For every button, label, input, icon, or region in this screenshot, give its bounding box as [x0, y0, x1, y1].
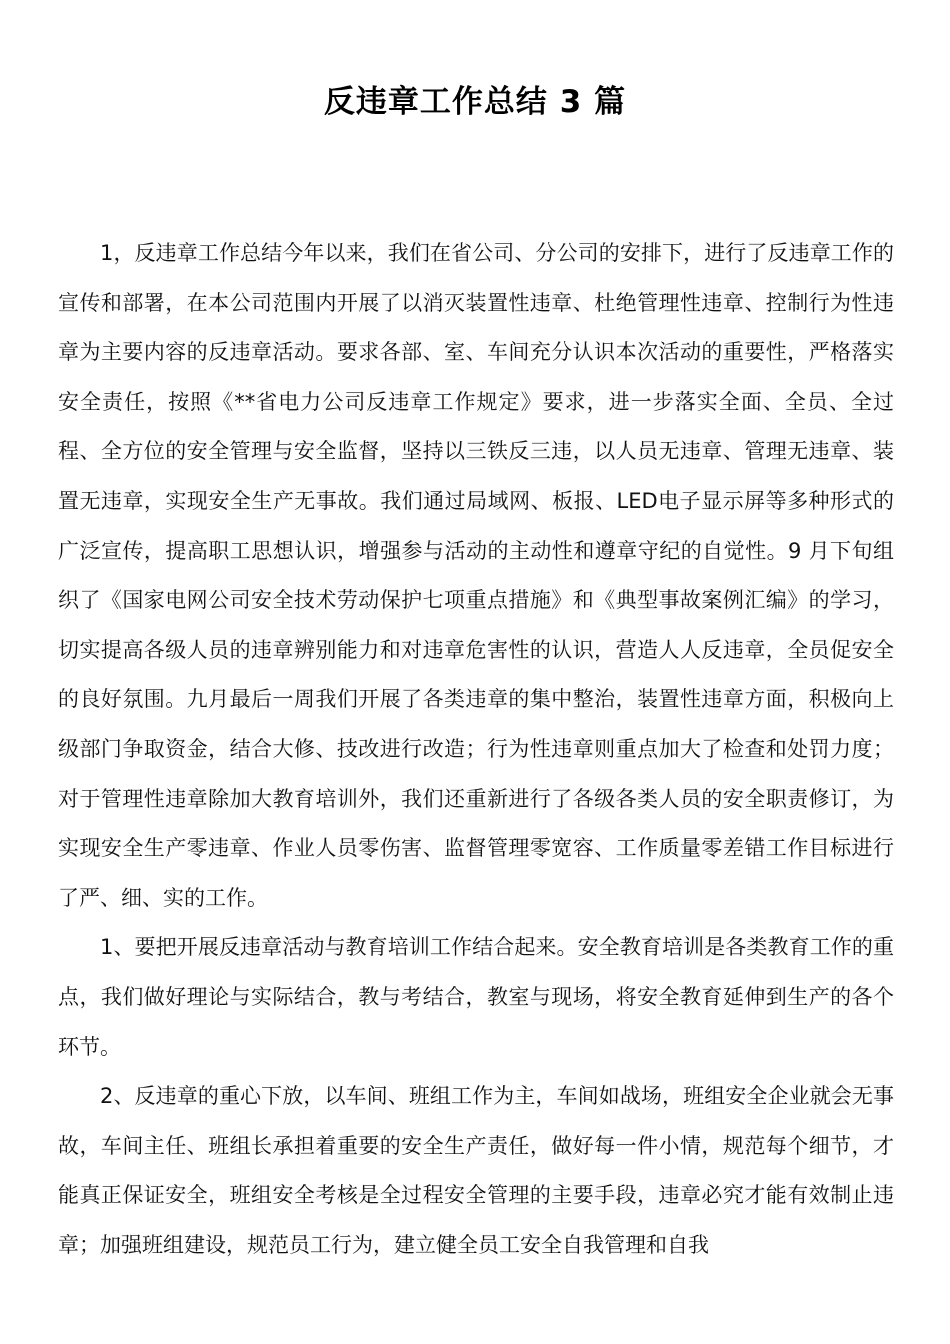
- document-title: 反违章工作总结 3 篇: [323, 84, 627, 120]
- document-body: [58, 229, 894, 1270]
- paragraph-2: 1、要把开展反违章活动与教育培训工作结合起来。安全教育培训是各类教育工作的重点，我们做好理论与实际结合，教与考结合，教室与现场，将安全教育延伸到生产的各个环节。: [58, 935, 894, 1059]
- paragraph-3: 2、反违章的重心下放，以车间、班组工作为主，车间如战场，班组安全企业就会无事故，车间主任、班组长承担着重要的安全生产责任，做好每一件小情，规范每个细节，才能真正保证安全，班组安全考核是全过程安全管理的主要手段，违章必究才能有效制止违章；加强班组建设，规范员工行为，建立健全员工安全自我管理和自我: [58, 1084, 894, 1257]
- paragraph-1: 1，反违章工作总结今年以来，我们在省公司、分公司的安排下，进行了反违章工作的宣传和部署，在本公司范围内开展了以消灭装置性违章、杜绝管理性违章、控制行为性违章为主要内容的反违章活动。要求各部、室、车间充分认识本次活动的重要性，严格落实安全责任，按照《**省电力公司反违章工作规定》要求，进一步落实全面、全员、全过程、全方位的安全管理与安全监督，坚持以三铁反三违，以人员无违章、管理无违章、装置无违章，实现安全生产无事故。我们通过局域网、板报、LED电子显示屏等多种形式的广泛宣传，提高职工思想认识，增强参与活动的主动性和遵章守纪的自觉性。9 月下旬组织了《国家电网公司安全技术劳动保护七项重点措施》和《典型事故案例汇编》的学习，切实提高各级人员的违章辨别能力和对违章危害性的认识，营造人人反违章，全员促安全的良好氛围。九月最后一周我们开展了各类违章的集中整治，装置性违章方面，积极向上级部门争取资金，结合大修、技改进行改造；行为性违章则重点加大了检查和处罚力度；对于管理性违章除加大教育培训外，我们还重新进行了各级各类人员的安全职责修订，为实现安全生产零违章、作业人员零伤害、监督管理零宽容、工作质量零差错工作目标进行了严、细、实的工作。: [58, 241, 894, 910]
